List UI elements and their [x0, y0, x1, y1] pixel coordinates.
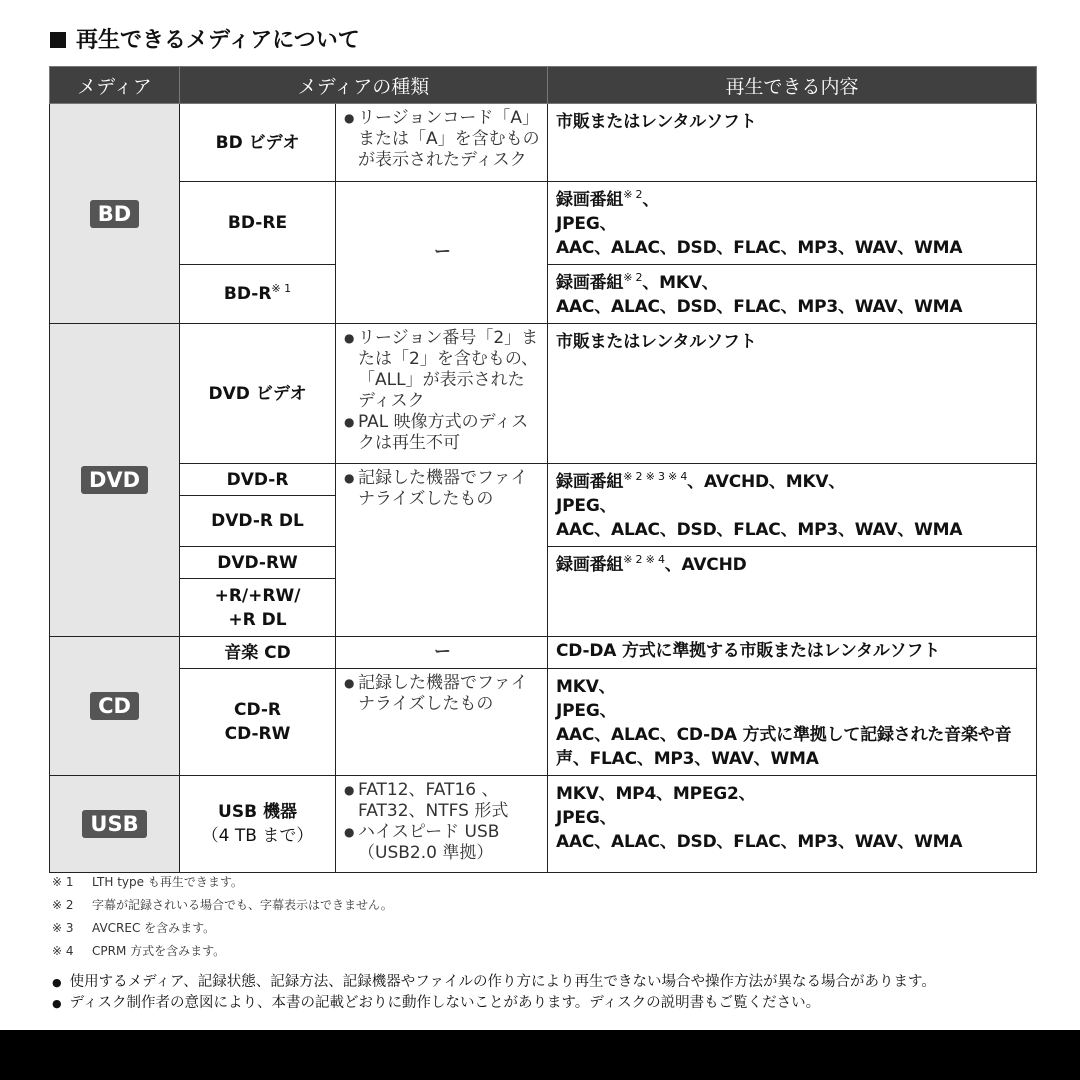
content-line-tail: 、	[642, 190, 660, 210]
content-bd-r	[548, 265, 1037, 324]
table-row	[50, 464, 1037, 496]
square-bullet-icon	[50, 32, 66, 48]
footnote-text: CPRM 方式を含みます。	[92, 944, 226, 958]
condition-dvd-finalized	[336, 464, 548, 637]
content-line: AAC、ALAC、DSD、FLAC、MP3、WAV、WMA	[556, 238, 963, 258]
media-name-dvd-rw: DVD-RW	[180, 547, 336, 579]
footnote-ref: ※ 1	[271, 282, 292, 295]
table-row	[50, 104, 1037, 182]
usage-notes	[52, 972, 1052, 1014]
footnote-ref: ※ 2	[623, 271, 643, 284]
content-line-tail: 、AVCHD、MKV、	[687, 472, 846, 492]
media-badge-cd: CD	[90, 692, 139, 720]
content-line-text: 録画番組	[556, 555, 624, 575]
bottom-black-bar	[0, 1030, 1080, 1080]
content-line: 市販またはレンタルソフト	[556, 112, 757, 132]
content-line: JPEG、	[556, 214, 617, 234]
content-line: AAC、ALAC、DSD、FLAC、MP3、WAV、WMA	[556, 297, 963, 317]
content-line: MKV、MP4、MPEG2、	[556, 784, 756, 804]
content-dvd-rw	[548, 547, 1037, 637]
content-line	[556, 271, 1030, 295]
media-name-line: CD-RW	[224, 724, 291, 744]
content-bd-video	[548, 104, 1037, 182]
media-name-usb	[180, 776, 336, 873]
content-line: CD-DA 方式に準拠する市販またはレンタルソフト	[556, 641, 941, 661]
content-dvd-r	[548, 464, 1037, 547]
content-line: MKV、	[556, 677, 616, 697]
usage-note: ● 使用するメディア、記録状態、記録方法、記録機器やファイルの作り方により再生できない場合や操作方法が異なる場合があります。	[52, 972, 1052, 993]
usage-note: ● ディスク制作者の意図により、本書の記載どおりに動作しないことがあります。ディスクの説明書もご覧ください。	[52, 993, 1052, 1014]
condition-bullet: ● リージョン番号「2」または「2」を含むもの、「ALL」が表示されたディスク	[344, 328, 541, 412]
media-name-music-cd: 音楽 CD	[180, 637, 336, 669]
condition-bullet: ● リージョンコード「A」または「A」を含むものが表示されたディスク	[344, 108, 541, 171]
footnote-mark: ※ 1	[52, 875, 74, 889]
media-name-cd-r	[180, 669, 336, 776]
table-row	[50, 324, 1037, 464]
footnote-ref: ※ 2 ※ 4	[623, 553, 665, 566]
table-row	[50, 776, 1037, 873]
footnote-text: 字幕が記録されいる場合でも、字幕表示はできません。	[92, 898, 393, 912]
condition-bullet: ● PAL 映像方式のディスクは再生不可	[344, 412, 541, 454]
condition-bullet: ● 記録した機器でファイナライズしたもの	[344, 673, 541, 715]
footnote-ref: ※ 2	[623, 188, 643, 201]
footnote	[52, 897, 1032, 920]
content-line-tail: 、MKV、	[642, 273, 719, 293]
content-music-cd	[548, 637, 1037, 669]
content-line: JPEG、	[556, 701, 617, 721]
content-line-text: 録画番組	[556, 190, 624, 210]
media-badge-dvd: DVD	[81, 466, 148, 494]
media-name-line: +R DL	[228, 609, 287, 630]
footnote-mark: ※ 3	[52, 921, 74, 935]
header-media-type: メディアの種類	[180, 67, 548, 104]
footnote-text: AVCREC を含みます。	[92, 921, 216, 935]
media-name-bd-r	[180, 265, 336, 324]
content-cd-r	[548, 669, 1037, 776]
content-line	[556, 470, 1030, 494]
condition-bd-video	[336, 104, 548, 182]
content-line-tail: 、AVCHD	[664, 555, 747, 575]
condition-bullet: ● 記録した機器でファイナライズしたもの	[344, 468, 541, 510]
table-header-row	[50, 67, 1037, 104]
footnote	[52, 920, 1032, 943]
content-bd-re	[548, 182, 1037, 265]
footnote-mark: ※ 4	[52, 944, 74, 958]
condition-cd-finalized	[336, 669, 548, 776]
media-name-sub: （4 TB まで）	[201, 826, 314, 846]
condition-bd-rewritable: ー	[336, 182, 548, 324]
media-badge-bd: BD	[90, 200, 139, 228]
media-name-line: CD-R	[233, 700, 282, 720]
condition-music-cd: ー	[336, 637, 548, 669]
content-line: AAC、ALAC、DSD、FLAC、MP3、WAV、WMA	[556, 520, 963, 540]
media-name-dvd-r: DVD-R	[180, 464, 336, 496]
footnote-ref: ※ 2 ※ 3 ※ 4	[623, 470, 688, 483]
group-cell-usb	[50, 776, 180, 873]
content-usb	[548, 776, 1037, 873]
content-line: JPEG、	[556, 496, 617, 516]
header-playable-content: 再生できる内容	[548, 67, 1037, 104]
media-name-dvd-r-dl: DVD-R DL	[180, 496, 336, 547]
content-line: AAC、ALAC、CD-DA 方式に準拠して記録された音楽や音声、FLAC、MP3、WAV、WMA	[556, 725, 1012, 769]
section-title	[50, 26, 360, 56]
condition-dvd-video	[336, 324, 548, 464]
group-cell-dvd	[50, 324, 180, 637]
media-badge-usb: USB	[82, 810, 146, 838]
media-name-text: BD-R	[223, 284, 272, 304]
media-table	[49, 66, 1037, 873]
footnote-mark: ※ 2	[52, 898, 74, 912]
content-line: JPEG、	[556, 808, 617, 828]
footnote-text: LTH type も再生できます。	[92, 875, 243, 889]
content-line	[556, 188, 1030, 212]
media-name-line: +R/+RW/	[214, 585, 301, 606]
media-name-bd-video: BD ビデオ	[180, 104, 336, 182]
content-dvd-video	[548, 324, 1037, 464]
group-cell-cd	[50, 637, 180, 776]
group-cell-bd	[50, 104, 180, 324]
footnote	[52, 943, 1032, 966]
section-title-text: 再生できるメディアについて	[76, 28, 360, 53]
footnotes	[52, 874, 1032, 966]
content-line	[556, 553, 1030, 577]
media-name-plus-r	[180, 579, 336, 637]
condition-bullet: ● FAT12、FAT16 、FAT32、NTFS 形式	[344, 780, 541, 822]
content-line-text: 録画番組	[556, 273, 624, 293]
condition-usb	[336, 776, 548, 873]
media-name-line: USB 機器	[218, 802, 297, 822]
header-media: メディア	[50, 67, 180, 104]
table-row	[50, 637, 1037, 669]
media-name-dvd-video: DVD ビデオ	[180, 324, 336, 464]
footnote	[52, 874, 1032, 897]
table-row	[50, 669, 1037, 776]
table-row	[50, 182, 1037, 265]
content-line-text: 録画番組	[556, 472, 624, 492]
content-line: AAC、ALAC、DSD、FLAC、MP3、WAV、WMA	[556, 832, 963, 852]
content-line: 市販またはレンタルソフト	[556, 332, 757, 352]
media-name-bd-re: BD-RE	[180, 182, 336, 265]
condition-bullet: ● ハイスピード USB（USB2.0 準拠）	[344, 822, 541, 864]
